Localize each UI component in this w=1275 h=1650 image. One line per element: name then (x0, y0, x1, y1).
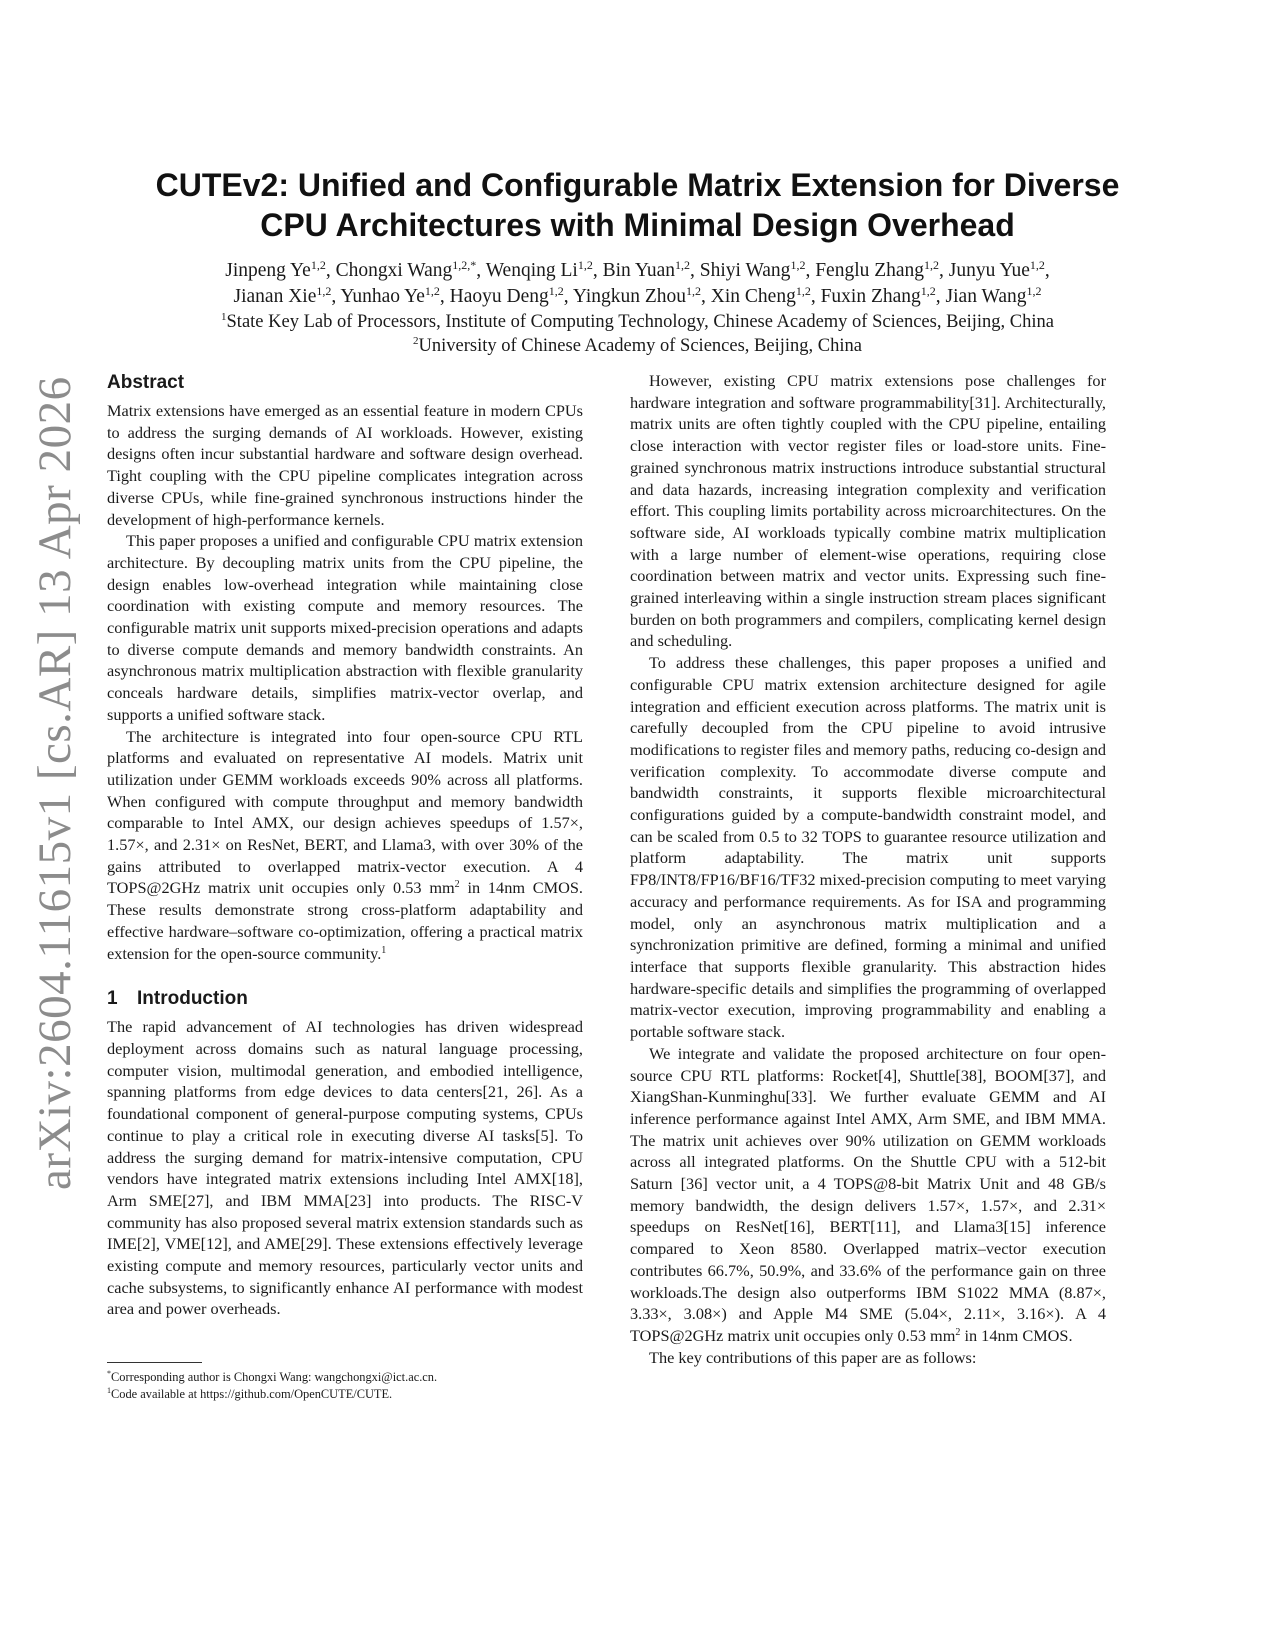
section-number: 1 (107, 988, 118, 1010)
abstract-paragraph-2: This paper proposes a unified and configurable CPU matrix extension architecture. By decoupling matrix units from the CPU pipeline, the design enables low-overhead integration while maintaining close coordination with existing compute and memory resources. The configurable matrix unit supports mixed-precision operations and adapts to diverse compute demands and memory bandwidth constraints. An asynchronous matrix multiplication abstraction with flexible granularity conceals hardware details, simplifies matrix-vector overlap, and supports a unified software stack. (107, 531, 583, 724)
author-affil-sup: 1,2,* (452, 258, 477, 272)
author-name: Jinpeng Ye (225, 260, 311, 281)
author-name: Bin Yuan (602, 260, 675, 281)
introduction-heading (107, 986, 583, 1012)
author-affil-sup: 1,2 (577, 258, 593, 272)
affiliation-text: State Key Lab of Processors, Institute of Computing Technology, Chinese Academy of Sciences, Beijing, China (226, 312, 1054, 332)
author-name: Jian Wang (945, 286, 1027, 307)
footnote-text: Corresponding author is Chongxi Wang: wangchongxi@ict.ac.cn. (111, 1370, 438, 1384)
area-unit-superscript: 2 (955, 1326, 961, 1338)
intro-paragraph-5: The key contributions of this paper are as follows: (649, 1347, 977, 1367)
author-affil-sup: 1,2 (920, 284, 936, 298)
author-affil-sup: 1,2 (1026, 284, 1042, 298)
author-affil-sup: 1,2 (790, 258, 806, 272)
footnote-corresponding (107, 1369, 583, 1386)
footnote-text[interactable]: Code available at https://github.com/OpenCUTE/CUTE. (111, 1387, 393, 1401)
author-name: Yunhao Ye (340, 286, 425, 307)
author-name: Yingkun Zhou (572, 286, 687, 307)
footnote-ref-1[interactable]: 1 (381, 944, 387, 956)
right-column (630, 370, 1106, 1368)
footnote-marker: 1 (107, 1386, 111, 1395)
author-affil-sup: 1,2 (1029, 258, 1045, 272)
title-line-1: CUTEv2: Unified and Configurable Matrix Extension for Diverse (155, 167, 1120, 203)
author-affil-sup: 1,2 (674, 258, 690, 272)
intro-p4-text-b: in 14nm CMOS. (960, 1325, 1073, 1345)
intro-p4-text-a: We integrate and validate the proposed architecture on four open-source CPU RTL platforms: Rocket[4], Shuttle[38], BOOM[37], and XiangShan-Kunminghu[33]. We further evaluate GEMM and AI inference performance against Intel AMX, Arm SME, and IBM MMA. The matrix unit achieves over 90% utilization on GEMM workloads across all integrated platforms. On the Shuttle CPU with a 512-bit Saturn [36] vector unit, a 4 TOPS@8-bit Matrix Unit and 48 GB/s memory bandwidth, the design delivers 1.57×, 1.57×, and 2.31× speedups on ResNet[16], BERT[11], and Llama3[15] inference compared to Xeon 8580. Overlapped matrix–vector execution contributes 66.7%, 50.9%, and 33.6% of the performance gain on three workloads.The design also outperforms IBM S1022 MMA (8.87×, 3.33×, 3.08×) and Apple M4 SME (5.04×, 2.11×, 3.16×). A 4 TOPS@2GHz matrix unit occupies only 0.53 mm (630, 1043, 1106, 1345)
author-affil-sup: 1,2 (686, 284, 702, 298)
footnotes (107, 1362, 583, 1403)
author-name: Haoyu Deng (449, 286, 549, 307)
author-name: Jianan Xie (233, 286, 317, 307)
author-block (60, 258, 1215, 358)
affiliation-1 (60, 310, 1215, 334)
author-affil-sup: 1,2 (310, 258, 326, 272)
abstract-paragraph-3 (107, 726, 583, 965)
affiliation-sup: 1 (221, 311, 227, 323)
affiliation-sup: 2 (413, 335, 419, 347)
abstract-p3-text-b: in 14nm CMOS. These results demonstrate strong cross-platform adaptability and effective hardware–software co-optimization, offering a practical matrix extension for the open-source community. (107, 878, 583, 963)
footnote-marker: * (107, 1369, 111, 1378)
title-line-2: CPU Architectures with Minimal Design Overhead (260, 207, 1015, 243)
author-name: Chongxi Wang (335, 260, 453, 281)
left-column (107, 370, 583, 1320)
footnote-divider (107, 1362, 202, 1363)
abstract-p3-text-a: The architecture is integrated into four open-source CPU RTL platforms and evaluated on representative AI models. Matrix unit utilization under GEMM workloads exceeds 90% across all platforms. When configured with compute throughput and memory bandwidth comparable to Intel AMX, our design achieves speedups of 1.57×, 1.57×, and 2.31× on ResNet, BERT, and Llama3, with over 30% of the gains attributed to overlapped matrix-vector execution. A 4 TOPS@2GHz matrix unit occupies only 0.53 mm (107, 726, 583, 898)
paper-title (60, 165, 1215, 245)
author-name: Fenglu Zhang (815, 260, 925, 281)
intro-paragraph-4 (630, 1043, 1106, 1347)
abstract-heading: Abstract (107, 372, 185, 393)
author-line-1: Jinpeng Ye$^{1,2}$, Chongxi Wang$^{1,2,*}$, Wenqing Li$^{1,2}$, Bin Yuan$^{1,2}$, Shiyi Wang$^{1,2}$, Fenglu Zhang$^{1,2}$, Junyu Yue$^{1,2}$, (225, 258, 1050, 281)
author-name: Xin Cheng (710, 286, 796, 307)
affiliation-2 (60, 334, 1215, 358)
author-affil-sup: 1,2 (924, 258, 940, 272)
intro-paragraph-2: However, existing CPU matrix extensions pose challenges for hardware integration and software programmability[31]. Architecturally, matrix units are often tightly coupled with the CPU pipeline, entailing close interaction with vector register files or load-store units. Fine-grained synchronous matrix instructions introduce substantial structural and data hazards, increasing integration complexity and verification effort. This coupling limits portability across microarchitectures. On the software side, AI workloads typically combine matrix multiplication with a large number of element-wise operations, requiring close coordination between matrix and vector units. Expressing such fine-grained interleaving within a single instruction stream places significant burden on both programmers and compilers, complicating kernel design and scheduling. (630, 371, 1106, 651)
intro-paragraph-1: The rapid advancement of AI technologies has driven widespread deployment across domains such as natural language processing, computer vision, multimodal generation, and embodied intelligence, spanning platforms from edge devices to data centers[21, 26]. As a foundational component of general-purpose computing systems, CPUs continue to play a critical role in executing diverse AI tasks[5]. To address the surging demand for matrix-intensive computation, CPU vendors have integrated matrix extensions including Intel AMX[18], Arm SME[27], and IBM MMA[23] into products. The RISC-V community has also proposed several matrix extension standards such as IME[2], VME[12], and AME[29]. These extensions effectively leverage existing compute and memory resources, particularly vector units and cache subsystems, to significantly enhance AI performance with modest area and power overheads. (107, 1017, 583, 1319)
author-line-2: Jianan Xie$^{1,2}$, Yunhao Ye$^{1,2}$, Haoyu Deng$^{1,2}$, Yingkun Zhou$^{1,2}$, Xin Cheng$^{1,2}$, Fuxin Zhang$^{1,2}$, Jian Wang$^{1,2}$ (233, 284, 1042, 307)
author-affil-sup: 1,2 (548, 284, 564, 298)
arxiv-identifier: arXiv:2604.11615v1 [cs.AR] 13 Apr 2026 (29, 376, 81, 1190)
affiliation-text: University of Chinese Academy of Sciences, Beijing, China (418, 336, 862, 356)
intro-paragraph-3: To address these challenges, this paper proposes a unified and configurable CPU matrix extension architecture designed for agile integration and efficient execution across platforms. The matrix unit is carefully decoupled from the CPU pipeline to avoid intrusive modifications to register files and memory paths, reducing co-design and verification complexity. To accommodate diverse compute and bandwidth constraints, it supports flexible microarchitectural configurations guided by a compute-bandwidth constraint model, and can be scaled from 0.5 to 32 TOPS to guarantee resource utilization and platform adaptability. The matrix unit supports FP8/INT8/FP16/BF16/TF32 mixed-precision computing to meet varying accuracy and performance requirements. As for ISA and programming model, only an asynchronous matrix multiplication and a synchronization primitive are defined, forming a minimal and unified interface that supports flexible granularity. This abstraction hides hardware-specific details and simplifies the programming of overlapped matrix-vector execution, improving programmability and enabling a portable software stack. (630, 653, 1106, 1042)
author-affil-sup: 1,2 (795, 284, 811, 298)
author-name: Shiyi Wang (699, 260, 791, 281)
author-name: Fuxin Zhang (820, 286, 921, 307)
author-affil-sup: 1,2 (316, 284, 332, 298)
section-title: Introduction (137, 988, 248, 1010)
author-name: Junyu Yue (948, 260, 1030, 281)
author-affil-sup: 1,2 (424, 284, 440, 298)
footnote-code (107, 1386, 583, 1403)
abstract-paragraph-1: Matrix extensions have emerged as an essential feature in modern CPUs to address the surging demands of AI workloads. However, existing designs often incur substantial hardware and software design overhead. Tight coupling with the CPU pipeline complicates integration across diverse CPUs, while fine-grained synchronous instructions hinder the development of high-performance kernels. (107, 401, 583, 529)
author-name: Wenqing Li (485, 260, 578, 281)
area-unit-superscript: 2 (454, 879, 460, 891)
